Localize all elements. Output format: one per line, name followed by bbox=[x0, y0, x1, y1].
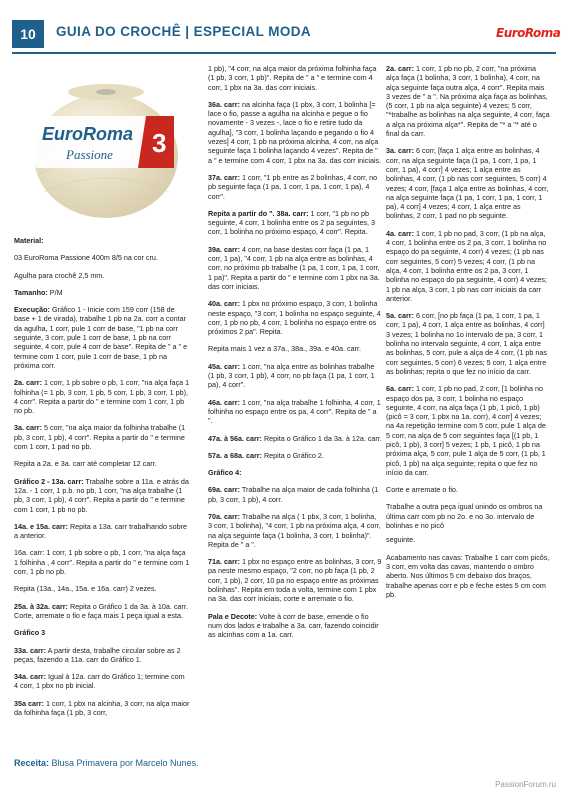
repeat-note-3: Repita mais 1 vez a 37a., 38a., 39a. e 40a. carr. bbox=[208, 344, 362, 354]
row-47-56: 47a. à 56a. carr: Repita o Gráfico 1 da 3a. à 12a. carr. bbox=[208, 433, 382, 443]
product-line: Passione bbox=[66, 147, 113, 162]
row-25-32: 25a. à 32a. carr: Repita o Gráfico 1 da 3a. à 10a. carr. Corte, arremate o fio e faça mais 1 peça igual a esta. bbox=[14, 601, 188, 620]
material-heading: Material: bbox=[14, 236, 44, 245]
product-number: 3 bbox=[152, 128, 167, 158]
row-14-15: 14a. e 15a. carr: Repita a 13a. carr trabalhando sobre a anterior. bbox=[14, 521, 188, 541]
finish-note: Corte e arremate o fio. bbox=[386, 485, 458, 495]
magazine-title: GUIA DO CROCHÊ | ESPECIAL MODA bbox=[56, 24, 312, 39]
row-2: 2a. carr: 1 corr, 1 pb sobre o pb, 1 corr, "na alça faça 1 folhinha (= 1 pb, 3 corr, 1 pb, 5 corr, 1 pb, 3 corr, 1 pb), 4 corr". Repita a partir do " e termine com 1 corr, 1 pb no pb. bbox=[14, 378, 190, 416]
yoke-row-3: 3a. carr: 6 corr, [faça 1 alça entre as bolinhas, 4 corr, na alça seguinte faça (1 pa, 1 corr, 1 pa, 1 corr, 1 pa), 4 corr] 4 vezes; 1 alça entre as bolinhas, 4 corr, (1 pb nas corr seguintes, 5 corr) 4 vezes; 4 corr, [faça 1 alça entre as bolinhas, 4 corr, na alça seguinte faça (1 pa, 1 corr, 1 pa, 1 corr, 1 pa), 4 corr] 4 vezes; 4 corr, 1 alça entre as bolinhas, 2 corr, 1 pad no pb seguinte. bbox=[386, 146, 549, 221]
page-number: 10 bbox=[12, 20, 44, 48]
row-34: 34a. carr: Igual à 12a. carr do Gráfico 1; termine com 4 corr, 1 pbx no pb inicial. bbox=[14, 672, 185, 691]
row-40: 40a. carr: 1 pbx no próximo espaço, 3 corr, 1 bolinha neste espaço, "3 corr, 1 bolinha no espaço seguinte, 4 corr, 1 pb no pb, 4 corr, 1 bolinha no espaço entre os próximos 2 pa". Repita. bbox=[208, 299, 381, 337]
row-38: Repita a partir do ". 38a. carr: 1 corr, "1 pb no pb seguinte, 4 corr, 1 bolinha entre os 2 pa seguintes, 3 corr, 1 bolinha no próximo espaço, 4 corr". Repita. bbox=[208, 208, 376, 237]
row-46: 46a. carr: 1 corr, "na alça trabalhe 1 folhinha, 4 corr, 1 folhinha no espaço entre os pa, 4 corr". Repita de " a ". bbox=[208, 397, 381, 426]
row-16: 16a. carr: 1 corr, 1 pb sobre o pb, 1 corr, "na alça faça 1 folhinha , 4 corr". Repita a partir do " e termine com 1 corr, 1 pb no pb. bbox=[14, 548, 190, 577]
execution: Execução: Gráfico 1 - Inicie com 159 corr (158 de base + 1 de virada), trabalhe 1 pb na 2a. corr a contar da agulha, 1 corr, pule 1 corr de base, "1 pb na corr seguinte, 3 corr, pule 1 corr de base, 1 pb na corr seguinte, 4 corr, pule 4 corr de base". Repita de " a " e termine com 1 corr, pule 1 corr de base, 1 pb na próxima corr. bbox=[14, 305, 188, 370]
brand-logo-text: EuroRoma bbox=[496, 26, 561, 40]
row-70: 70a. carr: Trabalhe na alça ( 1 pbx, 3 corr, 1 bolinha, 3 corr, 1 bolinha), "4 corr, 1 pb na próxima alça, 4 corr, na alça seguinte faça (1 bolinha, 3 corr, 1 bolinha)". Repita de " a ". bbox=[208, 511, 381, 549]
column-middle bbox=[208, 64, 382, 648]
row-33: 33a. carr: A partir desta, trabalhe circular sobre as 2 peças, fazendo a 11a. carr do Gráfico 1. bbox=[14, 645, 181, 664]
row-35: 35a carr: 1 corr, 1 pbx na alcinha, 3 corr, na alça maior da folhinha faça (1 pb, 3 corr, bbox=[14, 698, 190, 717]
column-right bbox=[386, 64, 550, 607]
yoke-row-5: 5a. carr: 6 corr, [no pb faça (1 pa, 1 corr, 1 pa, 1 corr, 1 pa), 4 corr, 1 alça entre as bolinhas, 4 corr] 3 vezes; 1 bolinha no 1o intervalo de pa, 3 corr, 1 bolinha no intervalo seguinte, 4 corr, 1 alça entre as bolinhas, 5 corr, pule a alça de 4 corr, (1 pb nas corr seguintes, 5 corr) 6 vezes; 5 corr, 1 alça entre as bolinhas; repita o que fez no início da carr. bbox=[386, 311, 548, 376]
watermark: PassionForum.ru bbox=[495, 780, 556, 789]
row-45: 45a. carr: 1 corr, "na alça entre as bolinhas trabalhe (1 pb, 3 corr, 1 pb), 4 corr, no pb faça (1 pa, 1 corr, 1 pa), 4 corr". bbox=[208, 361, 375, 390]
row-35-continued: 1 pb), "4 corr, na alça maior da próxima folhinha faça (1 pb, 3 corr, 1 pb)". Repita de " a " e termine com 4 corr, 1 pbx na 3a. das corr iniciais. bbox=[208, 64, 377, 92]
join-note-end: seguinte. bbox=[386, 535, 416, 545]
row-57-68: 57a. a 68a. carr: Repita o Gráfico 2. bbox=[208, 450, 324, 460]
page-header bbox=[0, 0, 566, 56]
repeat-note-2: Repita (13a., 14a., 15a. e 16a. carr) 2 vezes. bbox=[14, 584, 157, 594]
material-hook: Agulha para crochê 2,5 mm. bbox=[14, 270, 105, 280]
row-3: 3a. carr: 5 corr, "na alça maior da folhinha trabalhe (1 pb, 3 corr, 1 pb), 4 corr". Repita a partir do " e termine com 1 corr, 1 pad no pb. bbox=[14, 423, 186, 452]
size: Tamanho: P/M bbox=[14, 287, 63, 297]
yoke-neckline: Pala e Decote: Volte à corr de base, emende o fio num dos lados e trabalhe a 3a. carr, fazendo coincidir as alcinhas com a 1a. carr. bbox=[208, 611, 379, 640]
row-69: 69a. carr: Trabalhe na alça maior de cada folhinha (1 pb, 3 corr, 1 pb), 4 corr. bbox=[208, 485, 379, 504]
chart-4-heading: Gráfico 4: bbox=[208, 468, 242, 478]
material-yarn: 03 EuroRoma Passione 400m 8/5 na cor cru. bbox=[14, 253, 158, 263]
brand-logo bbox=[496, 26, 560, 40]
yoke-row-6: 6a. carr: 1 corr, 1 pb no pad, 2 corr, [1 bolinha no espaço dos pa, 3 corr, 1 bolinha no espaço seguinte, 4 corr, na alça faça (1 pb, 1 picô, 1 pb) (picô = 3 corr, 1 pbx na 1a. corr), 4 corr] 4 vezes; na 4a repetição termine com 5 corr, pule 1 alça de 5 corr, na alça de 5 corr seguintes faça [(1 pb, 1 picô, 1 pb), 3 corr] 5 vezes; 1 pb, 1 picô, 1 pb na próxima alça, 5 corr, pule 1 alça de 5 corr, (1 pb, 1 picô, 1 pb) na alça seguinte; repita o que fez no início da carr. bbox=[386, 384, 546, 477]
row-37: 37a. carr: 1 corr, "1 pb entre as 2 bolinhas, 4 corr, no pb seguinte faça (1 pa, 1 corr, 1 pa, 1 corr, 1 pa), 4 corr". bbox=[208, 172, 378, 201]
recipe-credit: Receita: Blusa Primavera por Marcelo Nunes. bbox=[14, 758, 199, 768]
armhole-finish: Acabamento nas cavas: Trabalhe 1 carr com picôs, 3 corr, em volta das cavas, mantendo o ombro aberto. Nos últimos 5 cm debaixo dos braços, trabalhe apenas corr e pb e feche estes 5 cm com pb. bbox=[386, 552, 550, 599]
column-left bbox=[14, 236, 190, 725]
row-36: 36a. carr: na alcinha faça (1 pbx, 3 corr, 1 bolinha [= lace o fio, passe a agulha na alcinha e pegue o fio novamente - 3 vezes -, lace o fio e retire tudo da agulha], "3 corr, 1 bolinha laçando e pegando o fio 4 vezes] 4 corr, 1 pb na próxima alcinha, 4 corr, na alça seguinte faça 1 bolinha laçando 4 vezes". Repita de " a " e termine com 4 corr, 1 pbx na 3a. das corr iniciais. bbox=[208, 99, 382, 165]
product-thread-ball-image bbox=[14, 64, 194, 224]
yoke-row-2: 2a. carr: 1 corr, 1 pb no pb, 2 corr, "na próxima alça faça (1 bolinha, 3 corr, 1 bolinha), 4 corr, na alça seguinte faça outra alça, 4 corr". Repita mais 3 vezes de " a ". Na próxima alça faça as bolinhas, (5 corr, 1 pb na alça seguinte) 4 vezes; 5 corr, "*trabalhe as bolinhas na alça seguinte, 4 corr, faça a alça na próxima alça*". Repita de "* a "* até o final da carr. bbox=[386, 64, 550, 139]
row-71: 71a. carr: 1 pbx no espaço entre as bolinhas, 3 corr, 9 pa neste mesmo espaço, "2 corr, no pb faça (1 pb, 2 corr, 1 pb), 2 corr, 10 pa no espaço entre as próximas bolinhas". Repita em toda a volta, termine com 1 pbx na 3a. das corr iniciais, corte e arremate o fio. bbox=[208, 557, 382, 604]
row-39: 39a. carr: 4 corr, na base destas corr faça (1 pa, 1 corr, 1 pa), "4 corr, 1 pb na alça entre as bolinhas, 4 corr, no próximo pb trabalhe (1 pa, 1 corr, 1 pa, 1 corr, 1 pa)". Repita a partir do " e termine com 1 pbx na 3a. das corr iniciais. bbox=[208, 244, 380, 291]
chart-2-row-13: Gráfico 2 - 13a. carr: Trabalhe sobre a 11a. e atrás da 12a. - 1 corr, 1 p.b. no pb, 1 corr, "na alça trabalhe (1 pb, 3 corr, 1 pb), 4 corr". Repita a partir do " e termine com 1 corr, 1 pb no pb. bbox=[14, 476, 189, 514]
yoke-row-4: 4a. carr: 1 corr, 1 pb no pad, 3 corr, (1 pb na alça, 4 corr, 1 bolinha entre os 2 pa, 3 corr, 1 bolinha no espaço do pa seguinte, 4 corr) 4 vezes; (1 pb nas corr seguintes, 5 corr) 5 vezes; 4 corr, (1 pb na alça, 4 corr, 1 bolinha entre os 2 pa, 3 corr, 1 bolinha no espaço do pa seguinte, 4 corr) 4 vezes; 1 pb na alça, 3 corr, 1 pb nas corr iniciais da carr anterior. bbox=[386, 228, 548, 303]
join-note: Trabalhe a outra peça igual unindo os ombros na última carr com pb no 2o. e no 3o. intervalo de bolinhas e no picô bbox=[386, 502, 543, 531]
header-divider bbox=[12, 52, 556, 54]
repeat-note: Repita a 2a. e 3a. carr até completar 12 carr. bbox=[14, 459, 157, 469]
product-brand: EuroRoma bbox=[42, 124, 134, 144]
chart-3-heading: Gráfico 3 bbox=[14, 628, 46, 638]
